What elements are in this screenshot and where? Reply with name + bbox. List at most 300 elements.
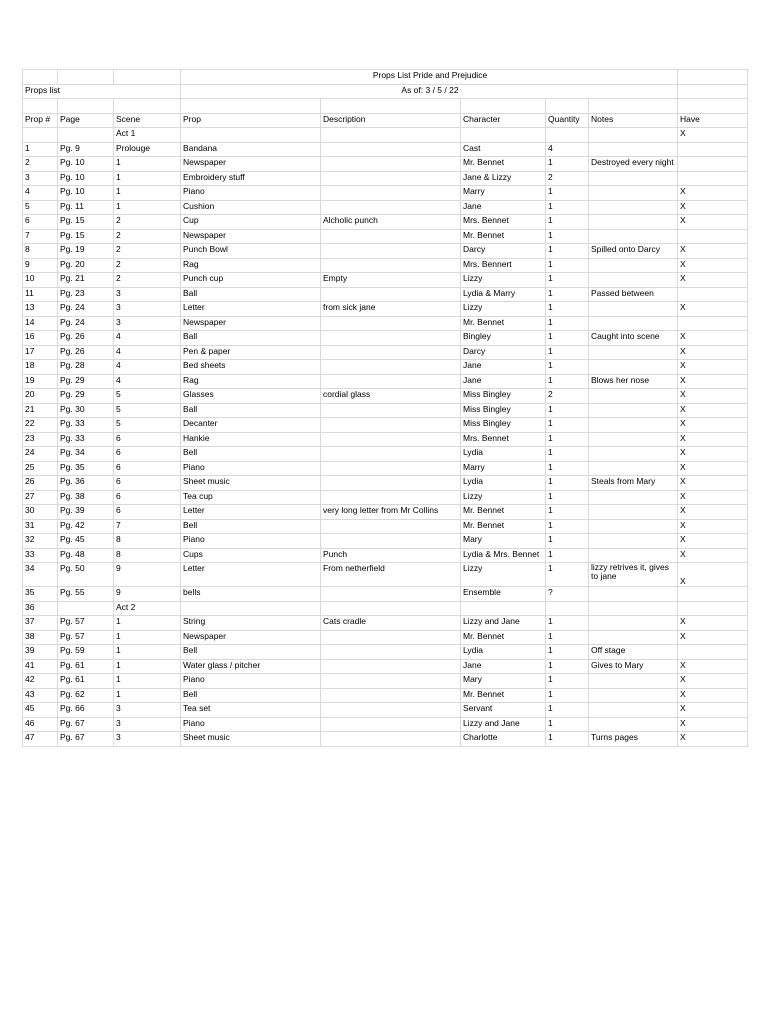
table-row: [23, 476, 748, 491]
prop-number-cell: 24: [23, 447, 58, 462]
notes-cell: [589, 273, 678, 288]
character-cell: Jane: [461, 200, 546, 215]
have-cell: X: [678, 616, 748, 631]
description-cell: [321, 732, 461, 747]
page-cell: Pg. 20: [58, 258, 114, 273]
notes-cell: [589, 461, 678, 476]
table-row: [23, 345, 748, 360]
have-cell: [678, 171, 748, 186]
notes-cell: Off stage: [589, 645, 678, 660]
description-cell: [321, 601, 461, 616]
table-row: [23, 331, 748, 346]
table-row: [23, 432, 748, 447]
prop-number-cell: 6: [23, 215, 58, 230]
description-cell: Punch: [321, 548, 461, 563]
quantity-cell: 2: [546, 389, 589, 404]
page-cell: Pg. 26: [58, 345, 114, 360]
have-cell: X: [678, 717, 748, 732]
notes-cell: [589, 601, 678, 616]
prop-cell: Letter: [181, 302, 321, 317]
scene-cell: 3: [114, 717, 181, 732]
quantity-cell: [546, 128, 589, 143]
quantity-cell: 1: [546, 403, 589, 418]
page-cell: Pg. 61: [58, 674, 114, 689]
character-cell: Lydia & Marry: [461, 287, 546, 302]
character-cell: Mr. Bennet: [461, 688, 546, 703]
table-row: [23, 418, 748, 433]
quantity-cell: 1: [546, 157, 589, 172]
scene-cell: 6: [114, 490, 181, 505]
prop-cell: Bell: [181, 519, 321, 534]
quantity-cell: 1: [546, 432, 589, 447]
scene-cell: Act 1: [114, 128, 181, 143]
prop-number-cell: 32: [23, 534, 58, 549]
character-cell: Lizzy and Jane: [461, 717, 546, 732]
quantity-cell: 1: [546, 703, 589, 718]
description-cell: [321, 703, 461, 718]
character-cell: Servant: [461, 703, 546, 718]
page-cell: Pg. 28: [58, 360, 114, 375]
table-row: [23, 244, 748, 259]
character-cell: Lizzy: [461, 302, 546, 317]
scene-cell: 7: [114, 519, 181, 534]
description-cell: [321, 287, 461, 302]
prop-cell: Bed sheets: [181, 360, 321, 375]
character-cell: Mrs. Bennet: [461, 215, 546, 230]
table-row: [23, 630, 748, 645]
description-cell: [321, 519, 461, 534]
have-cell: X: [678, 476, 748, 491]
character-cell: Mr. Bennet: [461, 519, 546, 534]
notes-cell: [589, 548, 678, 563]
scene-cell: 8: [114, 534, 181, 549]
description-cell: [321, 374, 461, 389]
prop-number-cell: 22: [23, 418, 58, 433]
quantity-cell: 1: [546, 461, 589, 476]
have-cell: X: [678, 703, 748, 718]
table-row: [23, 601, 748, 616]
quantity-cell: 1: [546, 616, 589, 631]
have-cell: [678, 601, 748, 616]
prop-number-cell: 7: [23, 229, 58, 244]
as-of-date: As of: 3 / 5 / 22: [181, 84, 678, 99]
page-cell: Pg. 59: [58, 645, 114, 660]
table-row: [23, 389, 748, 404]
scene-cell: 2: [114, 273, 181, 288]
description-cell: [321, 186, 461, 201]
quantity-cell: 1: [546, 200, 589, 215]
prop-number-cell: 5: [23, 200, 58, 215]
notes-cell: [589, 128, 678, 143]
page-cell: Pg. 24: [58, 302, 114, 317]
quantity-cell: 1: [546, 519, 589, 534]
quantity-cell: 1: [546, 418, 589, 433]
character-cell: Lizzy: [461, 490, 546, 505]
prop-number-cell: [23, 128, 58, 143]
have-cell: X: [678, 418, 748, 433]
prop-number-cell: 20: [23, 389, 58, 404]
props-list-label: Props list: [23, 84, 181, 99]
scene-cell: 6: [114, 432, 181, 447]
description-cell: [321, 587, 461, 602]
page-cell: Pg. 48: [58, 548, 114, 563]
have-cell: X: [678, 447, 748, 462]
have-cell: X: [678, 732, 748, 747]
description-cell: from sick jane: [321, 302, 461, 317]
prop-cell: Ball: [181, 403, 321, 418]
page-cell: Pg. 57: [58, 630, 114, 645]
prop-number-cell: 21: [23, 403, 58, 418]
prop-number-cell: 10: [23, 273, 58, 288]
quantity-cell: 1: [546, 374, 589, 389]
have-cell: X: [678, 302, 748, 317]
notes-cell: Caught into scene: [589, 331, 678, 346]
have-cell: X: [678, 345, 748, 360]
prop-cell: Bandana: [181, 142, 321, 157]
quantity-cell: 1: [546, 316, 589, 331]
prop-cell: Rag: [181, 374, 321, 389]
notes-cell: [589, 389, 678, 404]
table-row: [23, 616, 748, 631]
prop-number-cell: 31: [23, 519, 58, 534]
description-cell: very long letter from Mr Collins: [321, 505, 461, 520]
character-cell: Mr. Bennet: [461, 229, 546, 244]
prop-cell: Sheet music: [181, 732, 321, 747]
scene-cell: 1: [114, 171, 181, 186]
page-cell: Pg. 23: [58, 287, 114, 302]
scene-cell: 2: [114, 215, 181, 230]
character-cell: Jane: [461, 360, 546, 375]
notes-cell: [589, 171, 678, 186]
notes-cell: Gives to Mary: [589, 659, 678, 674]
page-cell: Pg. 50: [58, 563, 114, 587]
notes-cell: [589, 519, 678, 534]
character-cell: Mary: [461, 674, 546, 689]
page-cell: Pg. 26: [58, 331, 114, 346]
description-cell: cordial glass: [321, 389, 461, 404]
prop-number-cell: 19: [23, 374, 58, 389]
have-cell: X: [678, 534, 748, 549]
quantity-cell: ?: [546, 587, 589, 602]
table-row: [23, 287, 748, 302]
description-cell: [321, 171, 461, 186]
quantity-cell: 1: [546, 505, 589, 520]
description-cell: From netherfield: [321, 563, 461, 587]
scene-cell: 6: [114, 461, 181, 476]
page-cell: Pg. 9: [58, 142, 114, 157]
table-row: [23, 403, 748, 418]
prop-cell: Newspaper: [181, 316, 321, 331]
scene-cell: 3: [114, 732, 181, 747]
character-cell: Lizzy: [461, 273, 546, 288]
prop-number-cell: 18: [23, 360, 58, 375]
prop-cell: Piano: [181, 717, 321, 732]
quantity-cell: 1: [546, 215, 589, 230]
table-row: [23, 447, 748, 462]
prop-number-cell: 11: [23, 287, 58, 302]
table-row: [23, 717, 748, 732]
notes-cell: [589, 186, 678, 201]
page-cell: Pg. 24: [58, 316, 114, 331]
table-row: [23, 374, 748, 389]
prop-cell: Bell: [181, 645, 321, 660]
table-row: [23, 659, 748, 674]
have-cell: X: [678, 258, 748, 273]
prop-number-cell: 23: [23, 432, 58, 447]
have-cell: X: [678, 389, 748, 404]
props-table: [22, 69, 748, 747]
table-row: [23, 490, 748, 505]
table-row: [23, 273, 748, 288]
page-cell: Pg. 35: [58, 461, 114, 476]
description-cell: [321, 200, 461, 215]
description-cell: [321, 157, 461, 172]
page-cell: Pg. 33: [58, 418, 114, 433]
notes-cell: [589, 418, 678, 433]
prop-number-cell: 38: [23, 630, 58, 645]
column-header: Prop #: [23, 113, 58, 128]
character-cell: Mrs. Bennet: [461, 432, 546, 447]
prop-cell: String: [181, 616, 321, 631]
page-cell: Pg. 67: [58, 717, 114, 732]
have-cell: X: [678, 128, 748, 143]
quantity-cell: 1: [546, 674, 589, 689]
have-cell: X: [678, 548, 748, 563]
prop-number-cell: 41: [23, 659, 58, 674]
notes-cell: [589, 200, 678, 215]
description-cell: [321, 534, 461, 549]
character-cell: Mrs. Bennert: [461, 258, 546, 273]
notes-cell: [589, 403, 678, 418]
table-row: [23, 215, 748, 230]
props-spreadsheet: [22, 69, 747, 747]
prop-cell: Ball: [181, 331, 321, 346]
character-cell: Marry: [461, 461, 546, 476]
quantity-cell: 2: [546, 171, 589, 186]
character-cell: Lydia: [461, 447, 546, 462]
scene-cell: 2: [114, 258, 181, 273]
quantity-cell: 1: [546, 645, 589, 660]
prop-cell: [181, 601, 321, 616]
table-row: [23, 548, 748, 563]
quantity-cell: 1: [546, 732, 589, 747]
notes-cell: lizzy retrives it, gives to jane: [589, 563, 678, 587]
page-cell: Pg. 33: [58, 432, 114, 447]
prop-cell: Piano: [181, 186, 321, 201]
notes-cell: [589, 490, 678, 505]
character-cell: Miss Bingley: [461, 389, 546, 404]
have-cell: [678, 142, 748, 157]
table-row: [23, 674, 748, 689]
prop-cell: Cushion: [181, 200, 321, 215]
table-row: [23, 360, 748, 375]
prop-cell: Sheet music: [181, 476, 321, 491]
character-cell: Mr. Bennet: [461, 316, 546, 331]
scene-cell: 1: [114, 616, 181, 631]
character-cell: Lizzy: [461, 563, 546, 587]
prop-number-cell: 27: [23, 490, 58, 505]
scene-cell: 2: [114, 229, 181, 244]
subtitle-row: [23, 84, 748, 99]
page-cell: [58, 128, 114, 143]
column-header: Quantity: [546, 113, 589, 128]
prop-cell: Embroidery stuff: [181, 171, 321, 186]
quantity-cell: 1: [546, 360, 589, 375]
page-cell: Pg. 61: [58, 659, 114, 674]
notes-cell: [589, 360, 678, 375]
character-cell: Jane: [461, 374, 546, 389]
quantity-cell: 1: [546, 490, 589, 505]
character-cell: Mr. Bennet: [461, 157, 546, 172]
have-cell: X: [678, 630, 748, 645]
table-row: [23, 316, 748, 331]
scene-cell: 3: [114, 287, 181, 302]
description-cell: [321, 461, 461, 476]
table-row: [23, 186, 748, 201]
scene-cell: 4: [114, 360, 181, 375]
have-cell: X: [678, 273, 748, 288]
prop-cell: Hankie: [181, 432, 321, 447]
prop-cell: Rag: [181, 258, 321, 273]
description-cell: [321, 345, 461, 360]
column-header: Page: [58, 113, 114, 128]
quantity-cell: 1: [546, 688, 589, 703]
character-cell: Lydia & Mrs. Bennet: [461, 548, 546, 563]
prop-number-cell: 25: [23, 461, 58, 476]
scene-cell: 6: [114, 505, 181, 520]
scene-cell: 1: [114, 200, 181, 215]
prop-number-cell: 34: [23, 563, 58, 587]
notes-cell: [589, 688, 678, 703]
prop-number-cell: 33: [23, 548, 58, 563]
description-cell: [321, 645, 461, 660]
notes-cell: Spilled onto Darcy: [589, 244, 678, 259]
page-cell: Pg. 42: [58, 519, 114, 534]
scene-cell: 4: [114, 374, 181, 389]
table-row: [23, 563, 748, 587]
prop-number-cell: 14: [23, 316, 58, 331]
scene-cell: 1: [114, 157, 181, 172]
character-cell: Jane: [461, 659, 546, 674]
have-cell: [678, 157, 748, 172]
notes-cell: [589, 587, 678, 602]
have-cell: [678, 287, 748, 302]
scene-cell: Act 2: [114, 601, 181, 616]
page-cell: Pg. 39: [58, 505, 114, 520]
character-cell: Mary: [461, 534, 546, 549]
page-cell: Pg. 38: [58, 490, 114, 505]
prop-number-cell: 43: [23, 688, 58, 703]
quantity-cell: 1: [546, 345, 589, 360]
notes-cell: Turns pages: [589, 732, 678, 747]
character-cell: Darcy: [461, 345, 546, 360]
table-row: [23, 732, 748, 747]
table-row: [23, 258, 748, 273]
description-cell: [321, 360, 461, 375]
column-header: Prop: [181, 113, 321, 128]
prop-cell: Glasses: [181, 389, 321, 404]
page-cell: Pg. 21: [58, 273, 114, 288]
have-cell: X: [678, 200, 748, 215]
notes-cell: [589, 258, 678, 273]
blank-row: [23, 99, 748, 114]
sheet-title: Props List Pride and Prejudice: [181, 70, 678, 85]
prop-number-cell: 26: [23, 476, 58, 491]
have-cell: [678, 229, 748, 244]
prop-number-cell: 39: [23, 645, 58, 660]
quantity-cell: 1: [546, 447, 589, 462]
have-cell: X: [678, 403, 748, 418]
scene-cell: 3: [114, 703, 181, 718]
notes-cell: [589, 215, 678, 230]
column-header: Scene: [114, 113, 181, 128]
notes-cell: [589, 703, 678, 718]
description-cell: [321, 432, 461, 447]
page-cell: Pg. 29: [58, 389, 114, 404]
prop-cell: bells: [181, 587, 321, 602]
table-row: [23, 461, 748, 476]
quantity-cell: 1: [546, 229, 589, 244]
have-cell: X: [678, 244, 748, 259]
scene-cell: 9: [114, 563, 181, 587]
notes-cell: [589, 630, 678, 645]
description-cell: [321, 688, 461, 703]
description-cell: Alcholic punch: [321, 215, 461, 230]
quantity-cell: 1: [546, 534, 589, 549]
prop-cell: Punch cup: [181, 273, 321, 288]
prop-number-cell: 13: [23, 302, 58, 317]
prop-cell: Tea cup: [181, 490, 321, 505]
description-cell: [321, 244, 461, 259]
notes-cell: Blows her nose: [589, 374, 678, 389]
have-cell: X: [678, 688, 748, 703]
description-cell: [321, 331, 461, 346]
character-cell: Charlotte: [461, 732, 546, 747]
prop-number-cell: 35: [23, 587, 58, 602]
scene-cell: 1: [114, 688, 181, 703]
prop-number-cell: 46: [23, 717, 58, 732]
scene-cell: 4: [114, 331, 181, 346]
prop-number-cell: 4: [23, 186, 58, 201]
prop-cell: Tea set: [181, 703, 321, 718]
page-cell: Pg. 19: [58, 244, 114, 259]
notes-cell: [589, 302, 678, 317]
scene-cell: 8: [114, 548, 181, 563]
page-cell: Pg. 45: [58, 534, 114, 549]
table-row: [23, 229, 748, 244]
quantity-cell: 1: [546, 273, 589, 288]
prop-cell: Piano: [181, 674, 321, 689]
table-row: [23, 587, 748, 602]
have-cell: [678, 645, 748, 660]
page-cell: Pg. 15: [58, 215, 114, 230]
prop-cell: Letter: [181, 505, 321, 520]
quantity-cell: 1: [546, 186, 589, 201]
prop-cell: Ball: [181, 287, 321, 302]
table-row: [23, 128, 748, 143]
have-cell: [678, 587, 748, 602]
table-row: [23, 200, 748, 215]
prop-cell: Cup: [181, 215, 321, 230]
have-cell: X: [678, 505, 748, 520]
description-cell: [321, 258, 461, 273]
scene-cell: 1: [114, 186, 181, 201]
prop-cell: Letter: [181, 563, 321, 587]
prop-cell: Piano: [181, 534, 321, 549]
table-row: [23, 142, 748, 157]
quantity-cell: 1: [546, 548, 589, 563]
quantity-cell: 1: [546, 258, 589, 273]
